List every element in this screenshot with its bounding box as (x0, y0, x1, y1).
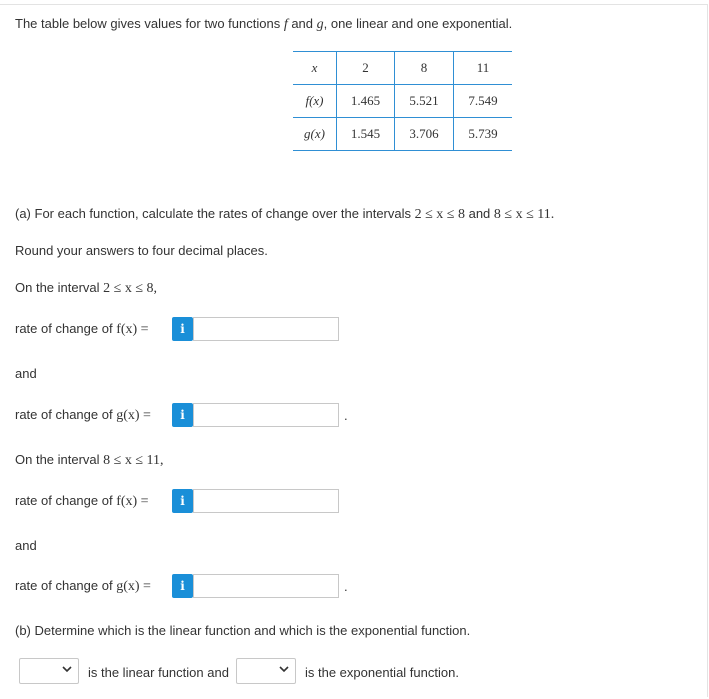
values-table (293, 51, 512, 151)
table-row (293, 52, 512, 85)
table-row (293, 85, 512, 118)
part-a-prompt: (a) For each function, calculate the rates of change over the intervals 2 ≤ x ≤ 8 and 8 ≤ x ≤ 11. (15, 206, 555, 222)
period: . (344, 579, 348, 594)
info-icon[interactable]: i (172, 403, 193, 427)
interval-heading-1: On the interval 2 ≤ x ≤ 8, (15, 280, 158, 296)
table-cell: 3.706 (395, 118, 454, 151)
rate-label-g-2: rate of change of g(x) = (15, 578, 151, 594)
table-cell: 5.521 (395, 85, 454, 118)
info-icon[interactable]: i (172, 574, 193, 598)
rate-label-f-2: rate of change of f(x) = (15, 493, 149, 509)
exponential-label: is the exponential function. (305, 665, 459, 680)
and-label-1: and (15, 366, 37, 381)
table-cell: f(x) (293, 85, 337, 118)
table-cell: 11 (454, 52, 513, 85)
interval-heading-2: On the interval 8 ≤ x ≤ 11, (15, 452, 164, 468)
rate-label-g-1: rate of change of g(x) = (15, 407, 151, 423)
table-cell: 5.739 (454, 118, 513, 151)
table-cell: 8 (395, 52, 454, 85)
chevron-down-icon (279, 664, 289, 677)
table-cell: x (293, 52, 337, 85)
table-cell: 7.549 (454, 85, 513, 118)
chevron-down-icon (62, 664, 72, 677)
rate-f-interval2-input[interactable] (193, 489, 339, 513)
table-cell: 2 (337, 52, 395, 85)
period: . (344, 408, 348, 423)
table-cell: 1.465 (337, 85, 395, 118)
table-cell: g(x) (293, 118, 337, 151)
exponential-function-select[interactable] (236, 658, 296, 684)
info-icon[interactable]: i (172, 317, 193, 341)
intro-text: The table below gives values for two functions f and g, one linear and one exponential. (15, 16, 513, 32)
linear-label: is the linear function and (88, 665, 229, 680)
round-instruction: Round your answers to four decimal places. (15, 243, 268, 258)
linear-function-select[interactable] (19, 658, 79, 684)
rate-g-interval2-input[interactable] (193, 574, 339, 598)
rate-label-f-1: rate of change of f(x) = (15, 321, 149, 337)
rate-g-interval1-input[interactable] (193, 403, 339, 427)
info-icon[interactable]: i (172, 489, 193, 513)
table-row (293, 118, 512, 151)
part-b-prompt: (b) Determine which is the linear function and which is the exponential function. (15, 623, 471, 638)
table-cell: 1.545 (337, 118, 395, 151)
and-label-2: and (15, 538, 37, 553)
rate-f-interval1-input[interactable] (193, 317, 339, 341)
